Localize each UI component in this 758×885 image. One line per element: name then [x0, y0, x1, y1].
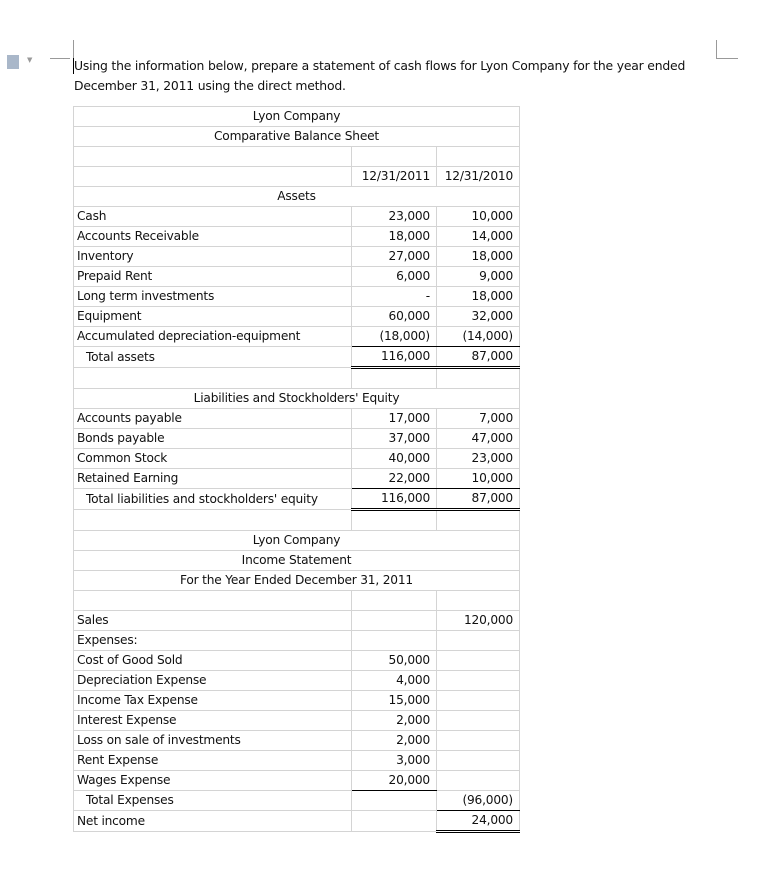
- table-row: [74, 247, 520, 267]
- table-row: [74, 591, 520, 611]
- table-row: [74, 147, 520, 167]
- table-cell: [437, 368, 520, 389]
- table-cell: Prepaid Rent: [74, 267, 352, 287]
- column-header: 12/31/2011: [352, 167, 437, 187]
- total-row: [74, 791, 520, 811]
- total-row: [74, 489, 520, 510]
- chevron-down-icon[interactable]: ▼: [27, 56, 33, 64]
- table-row: [74, 429, 520, 449]
- table-cell: 27,000: [352, 247, 437, 267]
- table-cell: Loss on sale of investments: [74, 731, 352, 751]
- table-cell: [352, 611, 437, 631]
- table-row: [74, 368, 520, 389]
- table-row: [74, 267, 520, 287]
- table-row: [74, 287, 520, 307]
- table-row: [74, 671, 520, 691]
- table-cell: [74, 591, 352, 611]
- table-cell: 10,000: [437, 469, 520, 489]
- table-cell: Rent Expense: [74, 751, 352, 771]
- table-cell: Interest Expense: [74, 711, 352, 731]
- table-cell: (14,000): [437, 327, 520, 347]
- margin-mark: [50, 58, 70, 59]
- table-cell: 14,000: [437, 227, 520, 247]
- table-cell: 15,000: [352, 691, 437, 711]
- table-row: [74, 611, 520, 631]
- table-row: [74, 751, 520, 771]
- table-cell: [437, 510, 520, 531]
- table-row: [74, 771, 520, 791]
- table-cell: 2,000: [352, 731, 437, 751]
- statement-period: For the Year Ended December 31, 2011: [74, 571, 520, 591]
- table-cell: 22,000: [352, 469, 437, 489]
- table-cell: 9,000: [437, 267, 520, 287]
- table-row: [74, 307, 520, 327]
- table-cell: [74, 167, 352, 187]
- table-cell: 18,000: [437, 247, 520, 267]
- table-cell: [437, 651, 520, 671]
- table-cell: Cash: [74, 207, 352, 227]
- table-row: [74, 207, 520, 227]
- company-name: Lyon Company: [74, 531, 520, 551]
- table-cell: 60,000: [352, 307, 437, 327]
- table-row: [74, 187, 520, 207]
- table-cell: 10,000: [437, 207, 520, 227]
- table-cell: (96,000): [437, 791, 520, 811]
- table-cell: 37,000: [352, 429, 437, 449]
- table-cell: Retained Earning: [74, 469, 352, 489]
- table-cell: 2,000: [352, 711, 437, 731]
- company-name: Lyon Company: [74, 107, 520, 127]
- table-cell: 18,000: [352, 227, 437, 247]
- table-cell: [437, 731, 520, 751]
- table-cell: [437, 671, 520, 691]
- table-cell: [352, 791, 437, 811]
- table-cell: Total Expenses: [74, 791, 352, 811]
- table-cell: 24,000: [437, 811, 520, 832]
- table-cell: -: [352, 287, 437, 307]
- table-cell: 6,000: [352, 267, 437, 287]
- table-row: [74, 531, 520, 551]
- table-cell: 40,000: [352, 449, 437, 469]
- table-cell: [74, 368, 352, 389]
- table-cell: [352, 147, 437, 167]
- table-cell: Long term investments: [74, 287, 352, 307]
- table-cell: Expenses:: [74, 631, 352, 651]
- table-row: [74, 409, 520, 429]
- table-cell: Sales: [74, 611, 352, 631]
- table-cell: [437, 711, 520, 731]
- table-cell: 50,000: [352, 651, 437, 671]
- table-row: [74, 731, 520, 751]
- table-row: [74, 167, 520, 187]
- table-row: [74, 127, 520, 147]
- table-cell: Cost of Good Sold: [74, 651, 352, 671]
- table-cell: [437, 631, 520, 651]
- table-cell: 4,000: [352, 671, 437, 691]
- table-cell: 3,000: [352, 751, 437, 771]
- table-cell: [74, 147, 352, 167]
- table-cell: 23,000: [437, 449, 520, 469]
- section-heading: Assets: [74, 187, 520, 207]
- table-cell: Income Tax Expense: [74, 691, 352, 711]
- table-cell: 87,000: [437, 489, 520, 510]
- table-cell: [352, 811, 437, 832]
- statement-title: Income Statement: [74, 551, 520, 571]
- table-cell: [352, 591, 437, 611]
- table-cell: 116,000: [352, 347, 437, 368]
- financial-table: [73, 106, 520, 833]
- table-cell: [437, 751, 520, 771]
- table-cell: Equipment: [74, 307, 352, 327]
- table-cell: [437, 691, 520, 711]
- table-cell: Accounts Receivable: [74, 227, 352, 247]
- margin-mark: [716, 58, 738, 59]
- total-row: [74, 347, 520, 368]
- table-row: [74, 651, 520, 671]
- table-cell: 87,000: [437, 347, 520, 368]
- table-cell: 18,000: [437, 287, 520, 307]
- table-row: [74, 631, 520, 651]
- table-row: [74, 571, 520, 591]
- table-cell: Net income: [74, 811, 352, 832]
- table-row: [74, 227, 520, 247]
- table-cell: Wages Expense: [74, 771, 352, 791]
- table-cell: Accounts payable: [74, 409, 352, 429]
- table-cell: [352, 510, 437, 531]
- table-cell: Depreciation Expense: [74, 671, 352, 691]
- table-cell: [437, 147, 520, 167]
- table-cell: Total assets: [74, 347, 352, 368]
- table-cell: 17,000: [352, 409, 437, 429]
- table-row: [74, 389, 520, 409]
- table-row: [74, 327, 520, 347]
- table-cell: 116,000: [352, 489, 437, 510]
- section-heading: Liabilities and Stockholders' Equity: [74, 389, 520, 409]
- table-row: [74, 107, 520, 127]
- table-cell: Bonds payable: [74, 429, 352, 449]
- table-cell: [352, 368, 437, 389]
- table-cell: (18,000): [352, 327, 437, 347]
- table-row: [74, 691, 520, 711]
- table-cell: 20,000: [352, 771, 437, 791]
- table-cell: Accumulated depreciation-equipment: [74, 327, 352, 347]
- table-row: [74, 711, 520, 731]
- table-row: [74, 551, 520, 571]
- table-cell: 47,000: [437, 429, 520, 449]
- table-cell: 23,000: [352, 207, 437, 227]
- table-cell: Inventory: [74, 247, 352, 267]
- table-cell: [437, 591, 520, 611]
- margin-mark: [716, 40, 717, 58]
- statement-title: Comparative Balance Sheet: [74, 127, 520, 147]
- table-cell: 7,000: [437, 409, 520, 429]
- table-cell: [437, 771, 520, 791]
- table-cell: [74, 510, 352, 531]
- instructions-text: Using the information below, prepare a statement of cash flows for Lyon Company for the year ended December 31, 2011 using the direct method.: [74, 58, 686, 93]
- table-row: [74, 510, 520, 531]
- table-cell: [352, 631, 437, 651]
- table-cell: Total liabilities and stockholders' equity: [74, 489, 352, 510]
- table-cell: 32,000: [437, 307, 520, 327]
- table-cell: 120,000: [437, 611, 520, 631]
- table-row: [74, 449, 520, 469]
- paste-options-icon[interactable]: [7, 55, 19, 69]
- table-row: [74, 469, 520, 489]
- column-header: 12/31/2010: [437, 167, 520, 187]
- net-income-row: [74, 811, 520, 832]
- table-cell: Common Stock: [74, 449, 352, 469]
